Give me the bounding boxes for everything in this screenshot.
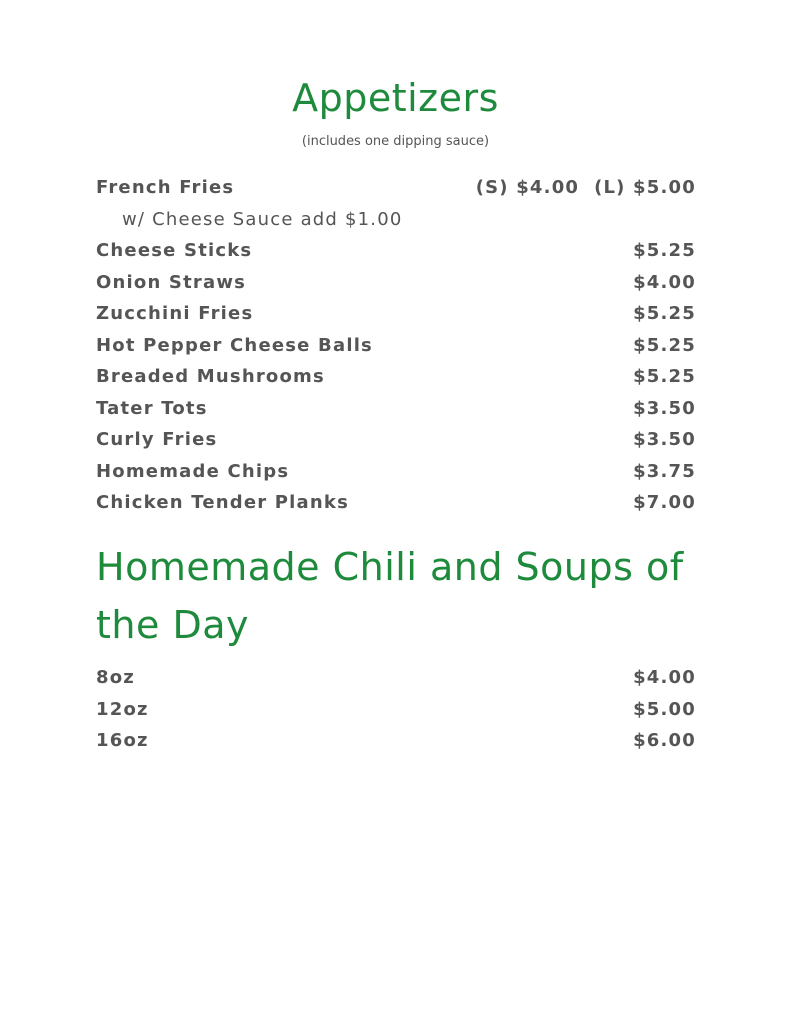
menu-item-french-fries: [96, 172, 696, 204]
menu-item-hot-pepper-cheese-balls: [96, 330, 696, 362]
menu-item-name: Chicken Tender Planks: [96, 492, 349, 514]
menu-item-note-cheese-sauce: [96, 204, 696, 236]
menu-item-chicken-tender-planks: [96, 487, 696, 519]
menu-item-name: Zucchini Fries: [96, 303, 254, 325]
menu-item-name: Curly Fries: [96, 429, 218, 451]
menu-item-zucchini-fries: [96, 298, 696, 330]
menu-item-name: Cheese Sticks: [96, 240, 253, 262]
menu-item-name: Breaded Mushrooms: [96, 366, 325, 388]
menu-item-price: $4.00: [633, 271, 696, 293]
menu-item-price: $3.50: [633, 397, 696, 419]
menu-item-8oz: [96, 662, 696, 694]
soups-list: [96, 662, 696, 757]
menu-item-price: $3.75: [633, 460, 696, 482]
menu-item-price: $5.00: [633, 698, 696, 720]
menu-item-price: $4.00: [633, 667, 696, 689]
menu-item-16oz: [96, 725, 696, 757]
menu-item-price: $3.50: [633, 429, 696, 451]
menu-item-breaded-mushrooms: [96, 361, 696, 393]
menu-item-12oz: [96, 694, 696, 726]
menu-item-curly-fries: [96, 424, 696, 456]
menu-item-homemade-chips: [96, 456, 696, 488]
soups-title: Homemade Chili and Soups of the Day: [96, 545, 684, 647]
menu-item-name: Homemade Chips: [96, 460, 290, 482]
menu-item-name: 8oz: [96, 667, 135, 689]
menu-item-onion-straws: [96, 267, 696, 299]
menu-item-price: $7.00: [633, 492, 696, 514]
menu-item-price: $6.00: [633, 730, 696, 752]
menu-item-name: Onion Straws: [96, 271, 247, 293]
menu-item-price: $5.25: [633, 240, 696, 262]
appetizers-list: [96, 172, 696, 519]
menu-item-tater-tots: [96, 393, 696, 425]
menu-item-price: $5.25: [633, 366, 696, 388]
menu-item-price: (S) $4.00 (L) $5.00: [475, 177, 696, 199]
menu-item-name: Hot Pepper Cheese Balls: [96, 334, 373, 356]
menu-item-name: French Fries: [96, 177, 235, 199]
menu-item-note: w/ Cheese Sauce add $1.00: [122, 208, 403, 230]
menu-item-cheese-sticks: [96, 235, 696, 267]
appetizers-subtitle: (includes one dipping sauce): [301, 134, 490, 149]
menu-item-price: $5.25: [633, 303, 696, 325]
menu-item-name: 16oz: [96, 730, 149, 752]
menu-item-name: Tater Tots: [96, 397, 208, 419]
appetizers-title: Appetizers: [292, 76, 499, 120]
menu-item-name: 12oz: [96, 698, 149, 720]
menu-item-price: $5.25: [633, 334, 696, 356]
